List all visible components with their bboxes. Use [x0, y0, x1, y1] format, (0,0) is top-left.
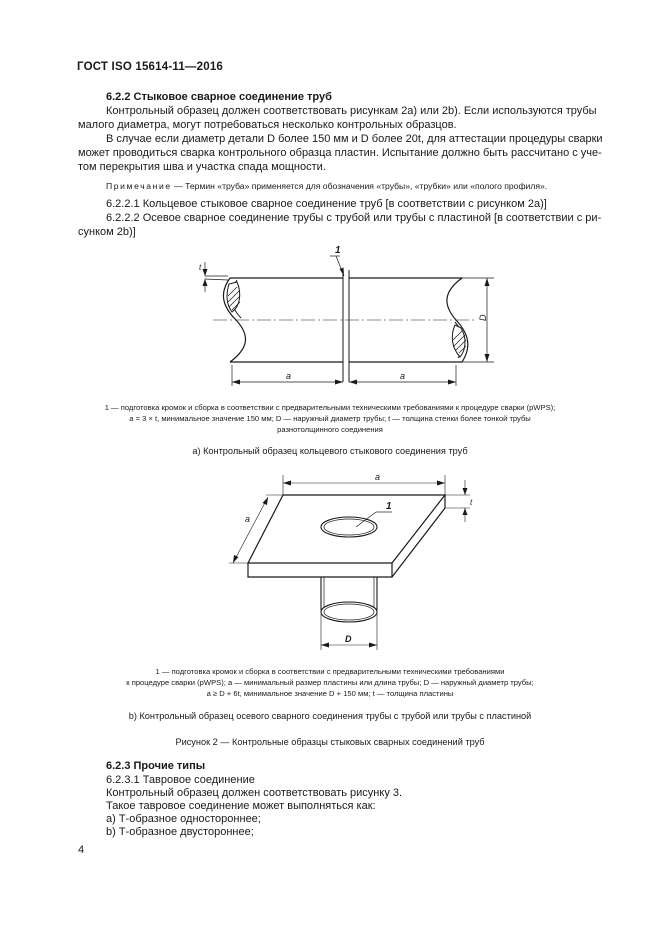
- para-622-2-line2: может проводиться сварка контрольного образца пластин. Испытание должно быть рассчитано с уче-: [78, 147, 602, 159]
- fig-b-label-t: t: [470, 498, 473, 507]
- note: [106, 181, 547, 191]
- fig-a-caption: a) Контрольный образец кольцевого стыкового соединения труб: [192, 446, 468, 456]
- fig-a-label-a-right: a: [400, 371, 406, 381]
- section-623-heading: 6.2.3 Прочие типы: [106, 760, 206, 772]
- section-623-line1: Контрольный образец должен соответствовать рисунку 3.: [106, 787, 403, 799]
- fig-b-label-a-top: a: [375, 472, 381, 482]
- fig-b-legend-line3: a ≥ D + 6t, минимальное значение D + 150 мм; t — толщина пластины: [206, 689, 454, 698]
- list-item-a: а) Т-образное одностороннее;: [106, 813, 261, 825]
- fig-b-legend-line2: к процедуре сварки (pWPS); a — минимальный размер пластины или длина трубы; D — наружный диаметр трубы;: [126, 678, 534, 687]
- fig-a-label-1: 1: [335, 245, 341, 256]
- section-6222-line1: 6.2.2.2 Осевое сварное соединение трубы с трубой или трубы с пластиной [в соответствии с ри-: [106, 212, 602, 224]
- fig-b-label-a-left: a: [245, 514, 251, 524]
- fig-a-label-t: t: [199, 263, 202, 272]
- para-622-2-line3: том перекрытия шва и участка спада мощности.: [78, 161, 326, 173]
- fig-b-label-1: 1: [386, 501, 392, 512]
- section-6231: 6.2.3.1 Тавровое соединение: [106, 774, 255, 786]
- section-622-heading: 6.2.2 Стыковое сварное соединение труб: [106, 91, 332, 103]
- page-number: 4: [78, 844, 85, 856]
- figure-2a-drawing: [190, 238, 510, 398]
- note-label: Примечание: [106, 181, 172, 191]
- section-6222-line2: сунком 2b)]: [78, 226, 136, 238]
- para-622-1-line2: малого диаметра, могут потребоваться несколько контрольных образцов.: [78, 119, 457, 131]
- section-6221: 6.2.2.1 Кольцевое стыковое сварное соединение труб [в соответствии с рисунком 2a)]: [106, 198, 547, 210]
- fig-a-legend-line2: a = 3 × t, минимальное значение 150 мм; D — наружный диаметр трубы; t — толщина стенки более тонкой трубы: [129, 414, 531, 423]
- fig-b-label-D: D: [345, 634, 352, 644]
- para-622-1-line1: Контрольный образец должен соответствовать рисункам 2a) или 2b). Если используются трубы: [106, 105, 597, 117]
- fig-b-caption: b) Контрольный образец осевого сварного соединения трубы с трубой или трубы с пластиной: [128, 711, 532, 721]
- document-id: ГОСТ ISO 15614-11—2016: [77, 61, 224, 73]
- fig-a-label-D: D: [478, 314, 488, 321]
- section-623-line2: Такое тавровое соединение может выполняться как:: [106, 800, 376, 812]
- list-item-b: b) Т-образное двустороннее;: [106, 826, 254, 838]
- fig-a-legend-line3: разнотолщинного соединения: [277, 425, 383, 434]
- note-text: — Термин «труба» применяется для обозначения «трубы», «трубки» или «полого профиля».: [171, 181, 548, 191]
- fig-a-label-a-left: a: [286, 371, 292, 381]
- para-622-2-line1: В случае если диаметр детали D более 150 мм и D более 20t, для аттестации процедуры сварки: [106, 133, 603, 145]
- fig-a-legend-line1: 1 — подготовка кромок и сборка в соответствии с предварительными техническими требованиями к процедуре сварки (pWPS);: [104, 403, 556, 412]
- figure-2-caption: Рисунок 2 — Контрольные образцы стыковых сварных соединений труб: [175, 737, 485, 747]
- figure-2b-drawing: [220, 465, 480, 665]
- fig-b-legend-line1: 1 — подготовка кромок и сборка в соответствии с предварительными техническими требованиями: [155, 667, 505, 676]
